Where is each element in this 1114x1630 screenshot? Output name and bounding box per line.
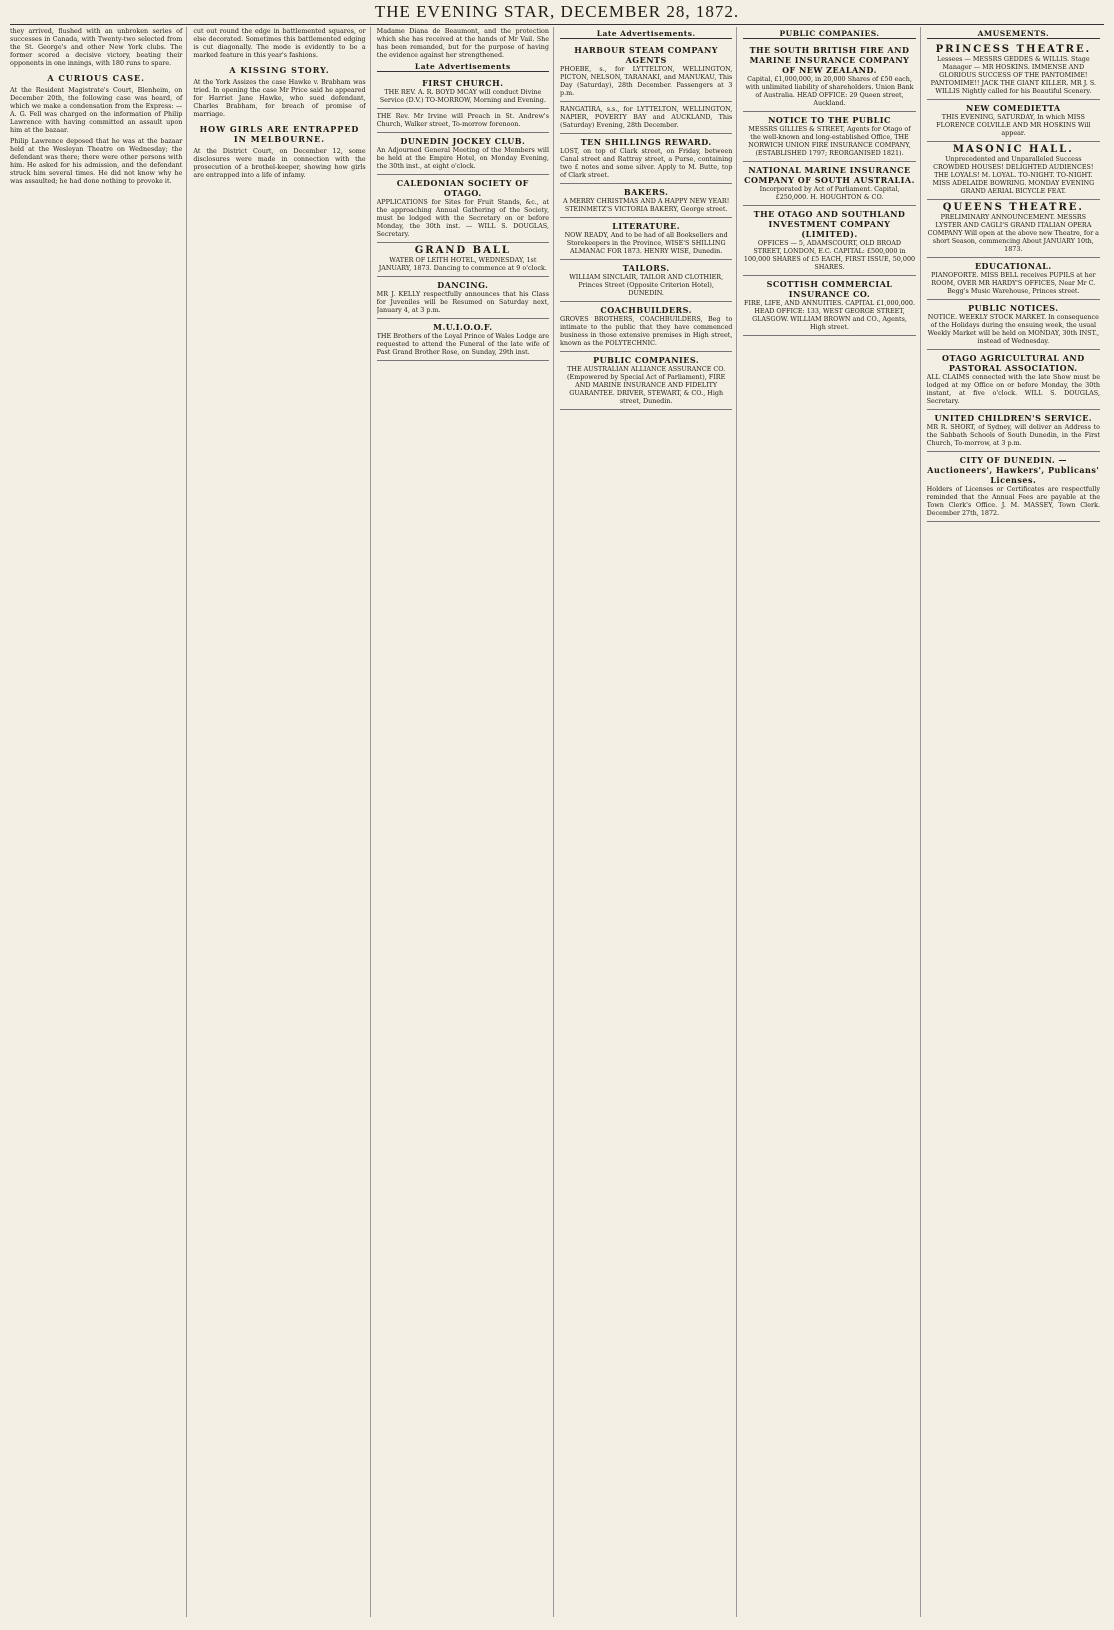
ad-title: BAKERS. xyxy=(623,187,669,197)
column-6 xyxy=(927,27,1104,1617)
ad-title: GRAND BALL xyxy=(414,245,511,256)
article-text: Philip Lawrence deposed that he was at the bazaar held at the Wesleyan Theatre on Wednesday; the defendant was there; there were other persons with him. He asked for his admission, and the defendant struck him several times. He did not know why he was assaulted; he had done nothing to provoke it. xyxy=(10,137,183,185)
advertisement xyxy=(560,260,732,302)
ad-title: UNITED CHILDREN'S SERVICE. xyxy=(934,413,1093,423)
advertisement xyxy=(560,184,732,218)
ad-body: A MERRY CHRISTMAS AND A HAPPY NEW YEAR! STEINMETZ'S VICTORIA BAKERY, George street. xyxy=(562,197,730,213)
ad-title: THE SOUTH BRITISH FIRE AND MARINE INSURANCE COMPANY OF NEW ZEALAND. xyxy=(749,45,910,75)
advertisement xyxy=(743,42,915,112)
advertisement xyxy=(560,134,732,184)
ad-title: NOTICE TO THE PUBLIC xyxy=(768,115,891,125)
article-heading: A KISSING STORY. xyxy=(229,65,330,75)
ad-title: OTAGO AGRICULTURAL AND PASTORAL ASSOCIATION. xyxy=(941,353,1085,373)
ad-title: QUEENS THEATRE. xyxy=(942,202,1084,213)
column-1 xyxy=(10,27,187,1617)
ad-title: DANCING. xyxy=(437,280,489,290)
ad-body: WATER OF LEITH HOTEL, WEDNESDAY, 1st JANUARY, 1873. Dancing to commence at 9 o'clock. xyxy=(378,256,547,272)
newspaper-page xyxy=(10,0,1104,1620)
advertisement xyxy=(927,42,1100,100)
article-text: At the York Assizes the case Hawke v. Brabham was tried. In opening the case Mr Price said he appeared for Harriet Jane Hawke, who sued defendant, Charles Brabham, for breach of promise of marriage. xyxy=(193,78,366,118)
advertisement xyxy=(560,102,732,134)
advertisement xyxy=(743,162,915,206)
advertisement xyxy=(377,243,549,277)
ad-body: FIRE, LIFE, AND ANNUITIES. CAPITAL £1,000,000. HEAD OFFICE: 133, WEST GEORGE STREET, GLASGOW. WILLIAM BROWN and CO., Agents, High street. xyxy=(744,299,915,331)
columns xyxy=(10,27,1104,1617)
advertisement xyxy=(927,100,1100,142)
ad-body: RANGATIRA, s.s., for LYTTELTON, WELLINGTON, NAPIER, POVERTY BAY and AUCKLAND, This (Saturday) Evening, 28th December. xyxy=(559,105,733,129)
advertisement xyxy=(377,175,549,243)
ad-body: Unprecedented and Unparalleled Success CROWDED HOUSES! DELIGHTED AUDIENCES! THE LOYALS! M. LOYAL. TO-NIGHT. TO-NIGHT. MISS ADELAIDE BOWRING. MONDAY EVENING GRAND AERIAL BICYCLE FEAT. xyxy=(932,155,1095,195)
advertisement xyxy=(377,109,549,133)
ad-body: THE AUSTRALIAN ALLIANCE ASSURANCE CO. (Empowered by Special Act of Parliament), FIRE AND MARINE INSURANCE AND FIDELITY GUARANTEE. DRIVER, STEWART, & CO., High street, Dunedin. xyxy=(567,365,726,405)
article-heading: A CURIOUS CASE. xyxy=(47,73,145,83)
ad-title: TAILORS. xyxy=(622,263,670,273)
ad-body: PIANOFORTE. MISS BELL receives PUPILS at her ROOM, OVER MR HARDY'S OFFICES, Near Mr C. Begg's Music Warehouse, Princes street. xyxy=(931,271,1096,295)
article-text: cut out round the edge in battlemented squares, or else decorated. Sometimes this battlemented edging is cut diagonally. The mode is evidently to be a marked feature in this year's fashions. xyxy=(193,27,366,59)
advertisement xyxy=(377,319,549,361)
ad-title: HARBOUR STEAM COMPANY AGENTS xyxy=(574,45,719,65)
advertisement xyxy=(560,352,732,410)
ad-title: TEN SHILLINGS REWARD. xyxy=(580,137,712,147)
section-heading: Late Advertisements. xyxy=(560,29,732,39)
ad-body: MR R. SHORT, of Sydney, will deliver an Address to the Sabbath Schools of South Dunedin, in the First Church, To-morrow, at 3 p.m. xyxy=(926,423,1100,447)
ad-body: Incorporated by Act of Parliament. Capital, £250,000. H. HOUGHTON & CO. xyxy=(759,185,900,201)
ad-title: CALEDONIAN SOCIETY OF OTAGO. xyxy=(396,178,529,198)
ad-body: THE Rev. Mr Irvine will Preach in St. Andrew's Church, Walker street, To-morrow forenoon. xyxy=(376,112,549,128)
ad-body: THE Brothers of the Loyal Prince of Wales Lodge are requested to attend the Funeral of the late wife of Past Grand Brother Rose, on Sunday, 29th inst. xyxy=(376,332,549,356)
ad-body: PRELIMINARY ANNOUNCEMENT. MESSRS LYSTER AND CAGLI'S GRAND ITALIAN OPERA COMPANY Will open at the above new Theatre, for a short Season, commencing About JANUARY 10th, 1873. xyxy=(927,213,1099,253)
ad-title: M.U.I.O.O.F. xyxy=(433,322,493,332)
ad-body: GROVES BROTHERS, COACHBUILDERS, Beg to intimate to the public that they have commenced business in those extensive premises in High street, known as the POLYTECHNIC. xyxy=(559,315,733,347)
advertisement xyxy=(743,276,915,336)
advertisement xyxy=(560,302,732,352)
advertisement xyxy=(927,452,1100,522)
ad-body: WILLIAM SINCLAIR, TAILOR AND CLOTHIER, Princes Street (Opposite Criterion Hotel), DUNEDIN. xyxy=(569,273,724,297)
advertisement xyxy=(377,75,549,109)
advertisement xyxy=(927,350,1100,410)
ad-title: NEW COMEDIETTA xyxy=(966,103,1061,113)
ad-title: THE OTAGO AND SOUTHLAND INVESTMENT COMPANY (LIMITED). xyxy=(753,209,906,239)
ad-title: FIRST CHURCH. xyxy=(422,78,504,88)
ad-body: NOTICE. WEEKLY STOCK MARKET. In consequence of the Holidays during the ensuing week, the usual Weekly Market will be held on MONDAY, 30th INST., instead of Wednesday. xyxy=(927,313,1100,345)
column-4 xyxy=(560,27,737,1617)
advertisement xyxy=(927,142,1100,200)
advertisement xyxy=(743,206,915,276)
ad-body: APPLICATIONS for Sites for Fruit Stands, &c., at the approaching Annual Gathering of the Society, must be lodged with the Secretary on or before Monday, the 30th inst. — WILL S. DOUGLAS, Secretary. xyxy=(376,198,549,238)
ad-body: THE REV. A. R. BOYD MCAY will conduct Divine Service (D.V.) TO-MORROW, Morning and Evening. xyxy=(379,88,546,104)
section-heading: PUBLIC COMPANIES. xyxy=(743,29,915,39)
advertisement xyxy=(560,218,732,260)
advertisement xyxy=(377,277,549,319)
ad-title: COACHBUILDERS. xyxy=(600,305,692,315)
ad-body: PHOEBE, s., for LYTTELTON, WELLINGTON, PICTON, NELSON, TARANAKI, and MANUKAU, This Day (Saturday), 28th December. Passengers at 3 p.m. xyxy=(559,65,733,97)
column-3 xyxy=(377,27,554,1617)
advertisement xyxy=(927,258,1100,300)
column-2 xyxy=(193,27,370,1617)
ad-body: ALL CLAIMS connected with the late Show must be lodged at my Office on or before Monday, the 30th instant, at five o'clock. WILL S. DOUGLAS, Secretary. xyxy=(926,373,1100,405)
ad-title: MASONIC HALL. xyxy=(952,144,1074,155)
ad-body: LOST, on top of Clark street, on Friday, between Canal street and Rattray street, a Purse, containing two £ notes and some silver. Apply to M. Butte, top of Clark street. xyxy=(559,147,733,179)
article-text: Madame Diana de Beaumont, and the protection which she has received at the hands of Mr Vail. She has been remanded, but for the purpose of having the evidence against her strengthened. xyxy=(376,27,549,59)
ad-title: CITY OF DUNEDIN. — Auctioneers', Hawkers', Publicans' Licenses. xyxy=(927,455,1100,485)
ad-title: EDUCATIONAL. xyxy=(974,261,1052,271)
advertisement xyxy=(927,300,1100,350)
ad-title: SCOTTISH COMMERCIAL INSURANCE CO. xyxy=(766,279,893,299)
ad-body: Capital, £1,000,000, in 20,000 Shares of £50 each, with unlimited liability of shareholders. Union Bank of Australia. HEAD OFFICE: 29 Queen street, Auckland. xyxy=(745,75,914,107)
ad-title: DUNEDIN JOCKEY CLUB. xyxy=(400,136,526,146)
article-text: At the District Court, on December 12, some disclosures were made in connection with the prosecution of a brothel-keeper, showing how girls are entrapped into a life of infamy. xyxy=(193,147,366,179)
column-5 xyxy=(743,27,920,1617)
ad-body: Holders of Licenses or Certificates are respectfully reminded that the Annual Fees are payable at the Town Clerk's Office. J. M. MASSEY, Town Clerk. December 27th, 1872. xyxy=(926,485,1100,517)
article-heading: HOW GIRLS ARE ENTRAPPED IN MELBOURNE. xyxy=(199,124,360,144)
article-text: they arrived, flushed with an unbroken series of successes in Canada, with Twenty-two selected from the St. George's and other New York clubs. The former scored a decisive victory, beating their opponents in one innings, with 180 runs to spare. xyxy=(10,27,183,67)
ad-title: PUBLIC NOTICES. xyxy=(968,303,1059,313)
section-heading: Late Advertisements xyxy=(377,62,549,72)
ad-body: MESSRS GILLIES & STREET, Agents for Otago of the well-known and long-established Office, THE NORWICH UNION FIRE INSURANCE COMPANY, (ESTABLISHED 1797; REORGANISED 1821). xyxy=(748,125,911,157)
ad-body: Lessees — MESSRS GEDDES & WILLIS. Stage Manager — MR HOSKINS. IMMENSE AND GLORIOUS SUCCESS OF THE PANTOMIME! PANTOMIME!! JACK THE GIANT KILLER. MR J. S. WILLIS Nightly called for his Beautiful Scenery. xyxy=(930,55,1097,95)
advertisement xyxy=(377,133,549,175)
advertisement xyxy=(927,410,1100,452)
section-heading: AMUSEMENTS. xyxy=(927,29,1100,39)
ad-body: OFFICES — 5, ADAMSCOURT, OLD BROAD STREET, LONDON, E.C. CAPITAL: £500,000 in 100,000 SHARES of £5 EACH, FIRST ISSUE, 50,000 SHARES. xyxy=(743,239,916,271)
ad-title: PRINCESS THEATRE. xyxy=(935,44,1092,55)
masthead: THE EVENING STAR, DECEMBER 28, 1872. xyxy=(10,0,1104,25)
advertisement xyxy=(560,42,732,102)
ad-title: NATIONAL MARINE INSURANCE COMPANY OF SOUTH AUSTRALIA. xyxy=(744,165,915,185)
ad-body: An Adjourned General Meeting of the Members will be held at the Empire Hotel, on Monday Evening, the 30th inst., at eight o'clock. xyxy=(376,146,549,170)
ad-body: MR J. KELLY respectfully announces that his Class for Juveniles will be Resumed on Saturday next, January 4, at 3 p.m. xyxy=(376,290,549,314)
advertisement xyxy=(743,112,915,162)
ad-body: THIS EVENING, SATURDAY, In which MISS FLORENCE COLVILLE AND MR HOSKINS Will appear. xyxy=(936,113,1091,137)
ad-title: PUBLIC COMPANIES. xyxy=(593,355,700,365)
advertisement xyxy=(927,200,1100,258)
ad-body: NOW READY, And to be had of all Booksellers and Storekeepers in the Province, WISE'S SHILLING ALMANAC FOR 1873. HENRY WISE, Dunedin. xyxy=(564,231,728,255)
article-text: At the Resident Magistrate's Court, Blenheim, on December 20th, the following case was heard, of which we make a condensation from the Express: — A. G. Fell was charged on the information of Philip Lawrence with having committed an assault upon him at the bazaar. xyxy=(10,86,183,134)
ad-title: LITERATURE. xyxy=(612,221,681,231)
